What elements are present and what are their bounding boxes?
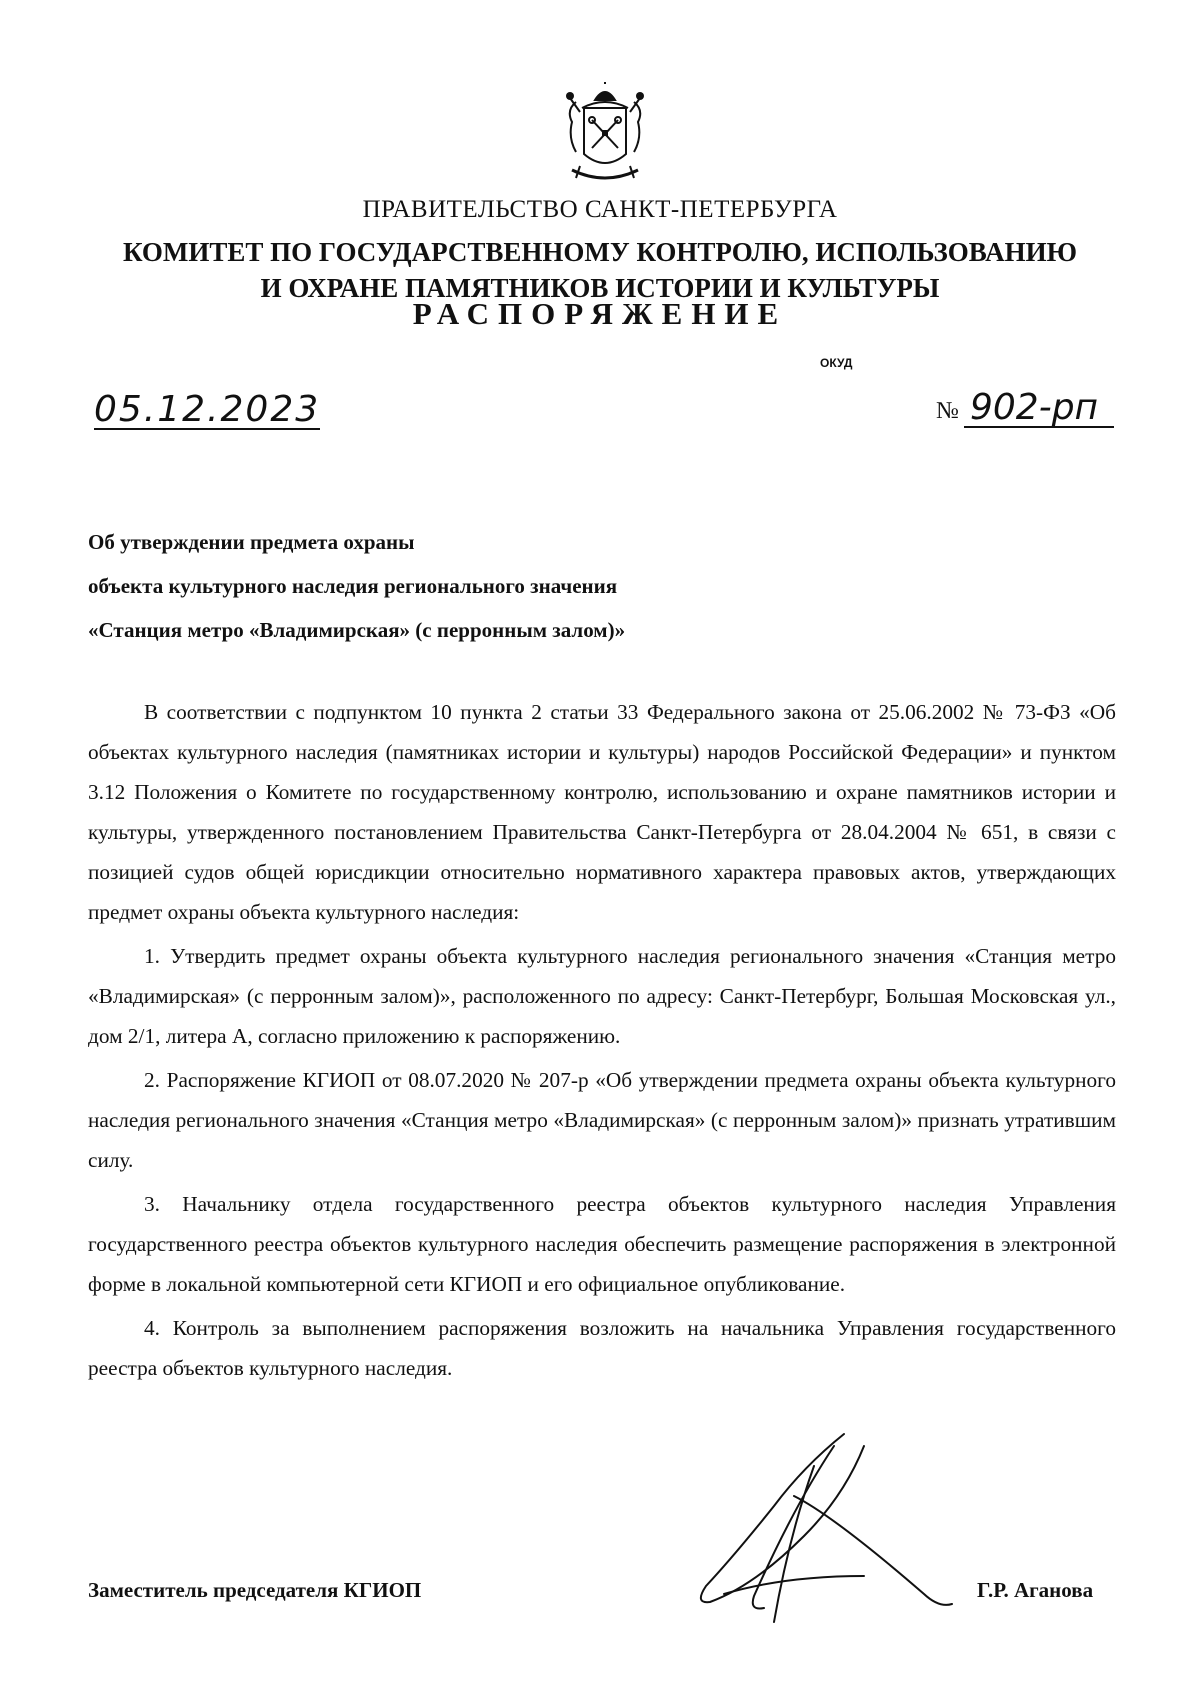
clause-2: 2. Распоряжение КГИОП от 08.07.2020 № 207-р «Об утверждении предмета охраны объекта культурного наследия регионального значения «Станция метро «Владимирская» (с перронным залом)» признать утратившим силу. xyxy=(88,1068,1116,1172)
document-number xyxy=(936,387,1114,432)
clause-1: 1. Утвердить предмет охраны объекта культурного наследия регионального значения «Станция метро «Владимирская» (с перронным залом)», расположенного по адресу: Санкт-Петербург, Большая Московская ул., дом 2/1, литера А, согласно приложению к распоряжению. xyxy=(88,944,1116,1048)
document-body xyxy=(88,692,1116,1388)
signatory-name: Г.Р. Аганова xyxy=(977,1578,1094,1602)
okud-label: ОКУД xyxy=(820,356,853,370)
subject-line-2: объекта культурного наследия регионального значения xyxy=(88,574,618,598)
number-value: 902-рп xyxy=(970,387,1099,428)
committee-line-2: И ОХРАНЕ ПАМЯТНИКОВ ИСТОРИИ И КУЛЬТУРЫ xyxy=(260,273,940,303)
signatory-title: Заместитель председателя КГИОП xyxy=(88,1578,422,1602)
document-subject xyxy=(88,520,788,652)
st-petersburg-coat-of-arms-icon xyxy=(562,82,648,188)
document-date: 05.12.2023 xyxy=(94,389,321,430)
number-sign: № xyxy=(936,398,959,424)
number-underline xyxy=(964,426,1114,428)
handwritten-signature xyxy=(694,1426,964,1636)
subject-line-1: Об утверждении предмета охраны xyxy=(88,530,415,554)
government-name: ПРАВИТЕЛЬСТВО САНКТ-ПЕТЕРБУРГА xyxy=(362,196,838,223)
intro-paragraph: В соответствии с подпунктом 10 пункта 2 статьи 33 Федерального закона от 25.06.2002 № 73-ФЗ «Об объектах культурного наследия (памятниках истории и культуры) народов Российской Федерации» и пунктом 3.12 Положения о Комитете по государственному контролю, использованию и охране памятников истории и культуры, утвержденного постановлением Правительства Санкт-Петербурга от 28.04.2004 № 651, в связи с позицией судов общей юрисдикции относительно нормативного характера правовых актов, утверждающих предмет охраны объекта культурного наследия: xyxy=(88,700,1116,924)
subject-line-3: «Станция метро «Владимирская» (с перронным залом)» xyxy=(88,618,626,642)
clause-3: 3. Начальнику отдела государственного реестра объектов культурного наследия Управления государственного реестра объектов культурного наследия обеспечить размещение распоряжения в электронной форме в локальной компьютерной сети КГИОП и его официальное опубликование. xyxy=(88,1192,1116,1296)
document-type: РАСПОРЯЖЕНИЕ xyxy=(412,296,788,331)
committee-line-1: КОМИТЕТ ПО ГОСУДАРСТВЕННОМУ КОНТРОЛЮ, ИСПОЛЬЗОВАНИЮ xyxy=(123,237,1077,267)
clause-4: 4. Контроль за выполнением распоряжения возложить на начальника Управления государственного реестра объектов культурного наследия. xyxy=(88,1316,1116,1380)
